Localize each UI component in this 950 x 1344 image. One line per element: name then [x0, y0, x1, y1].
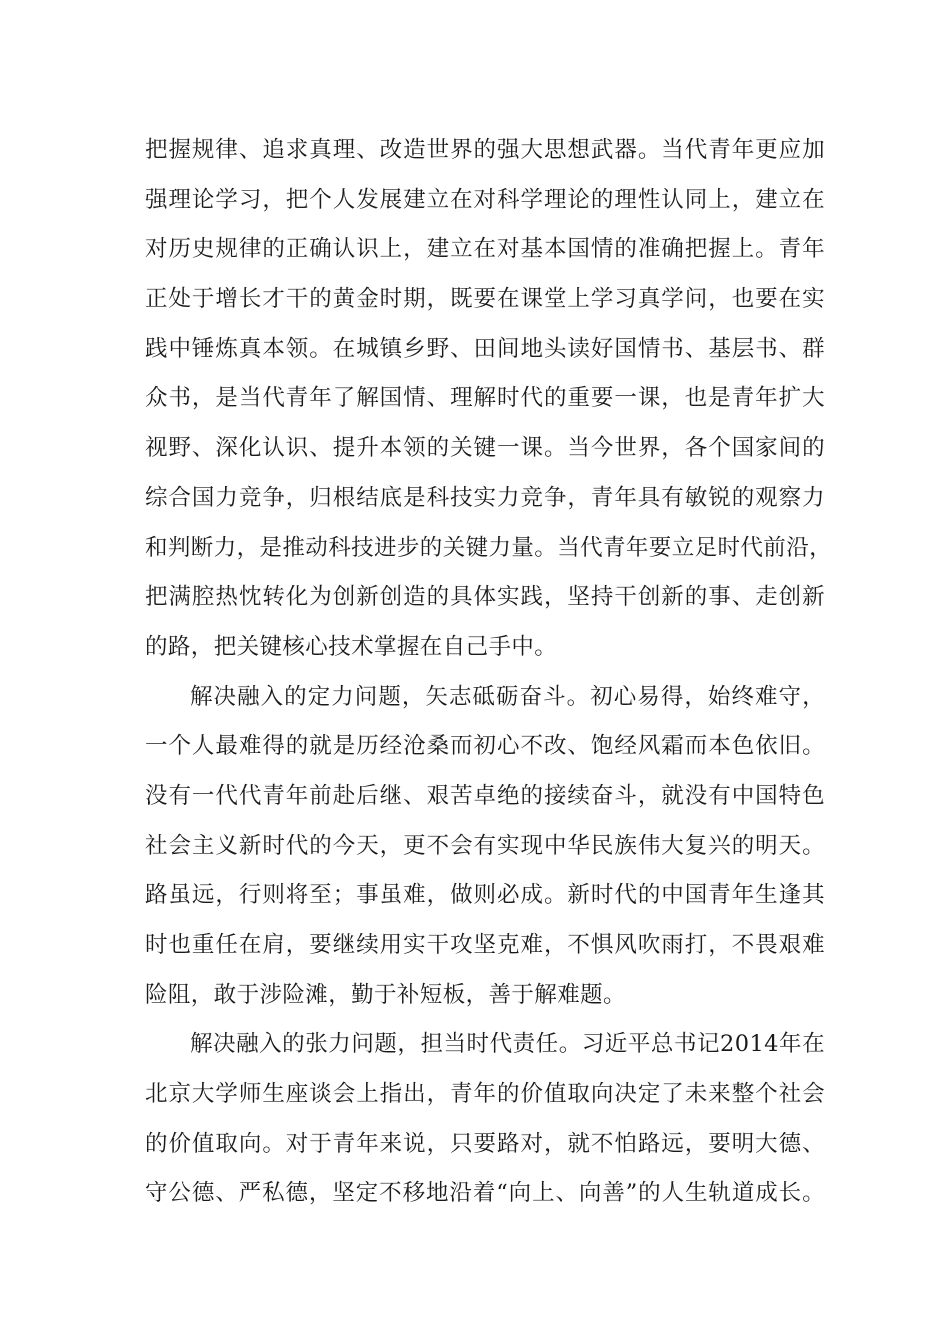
text-line: 守公德、严私德，坚定不移地沿着“向上、向善”的人生轨道成长。 — [145, 1180, 825, 1207]
text-line: 和判断力，是推动科技进步的关键力量。当代青年要立足时代前沿， — [145, 534, 833, 561]
text-line: 社会主义新时代的今天，更不会有实现中华民族伟大复兴的明天。 — [145, 832, 825, 859]
text-line: 的价值取向。对于青年来说，只要路对，就不怕路远，要明大德、 — [145, 1130, 825, 1157]
text-line: 没有一代代青年前赴后继、艰苦卓绝的接续奋斗，就没有中国特色 — [145, 782, 825, 809]
text-line: 众书，是当代青年了解国情、理解时代的重要一课，也是青年扩大 — [145, 385, 825, 412]
paragraph-2 — [145, 673, 825, 1021]
text-line: 对历史规律的正确认识上，建立在对基本国情的准确把握上。青年 — [145, 236, 825, 263]
text-line: 正处于增长才干的黄金时期，既要在课堂上学习真学问，也要在实 — [145, 286, 825, 313]
text-line: 北京大学师生座谈会上指出，青年的价值取向决定了未来整个社会 — [145, 1081, 825, 1108]
text-line: 践中锤炼真本领。在城镇乡野、田间地头读好国情书、基层书、群 — [145, 335, 825, 362]
text-line: 时也重任在肩，要继续用实干攻坚克难，不惧风吹雨打，不畏艰难 — [145, 932, 825, 958]
text-line: 把握规律、追求真理、改造世界的强大思想武器。当代青年更应加 — [145, 137, 825, 163]
text-line: 综合国力竞争，归根结底是科技实力竞争，青年具有敏锐的观察力 — [145, 484, 825, 511]
text-line: 视野、深化认识、提升本领的关键一课。当今世界，各个国家间的 — [145, 435, 825, 462]
paragraph-1 — [145, 126, 833, 673]
text-line: 路虽远，行则将至；事虽难，做则必成。新时代的中国青年生逢其 — [145, 882, 825, 909]
text-line: 解决融入的张力问题，担当时代责任。习近平总书记2014年在 — [190, 1031, 825, 1058]
text-line: 一个人最难得的就是历经沧桑而初心不改、饱经风霜而本色依旧。 — [145, 733, 825, 760]
text-line: 把满腔热忱转化为创新创造的具体实践，坚持干创新的事、走创新 — [145, 584, 825, 611]
paragraph-3 — [145, 1020, 825, 1219]
text-line: 解决融入的定力问题，矢志砥砺奋斗。初心易得，始终难守， — [190, 683, 825, 710]
document-body — [145, 126, 833, 1219]
text-line: 险阻，敢于涉险滩，勤于补短板，善于解难题。 — [145, 981, 626, 1008]
text-line: 的路，把关键核心技术掌握在自己手中。 — [145, 633, 558, 660]
text-line: 强理论学习，把个人发展建立在对科学理论的理性认同上，建立在 — [145, 186, 825, 213]
